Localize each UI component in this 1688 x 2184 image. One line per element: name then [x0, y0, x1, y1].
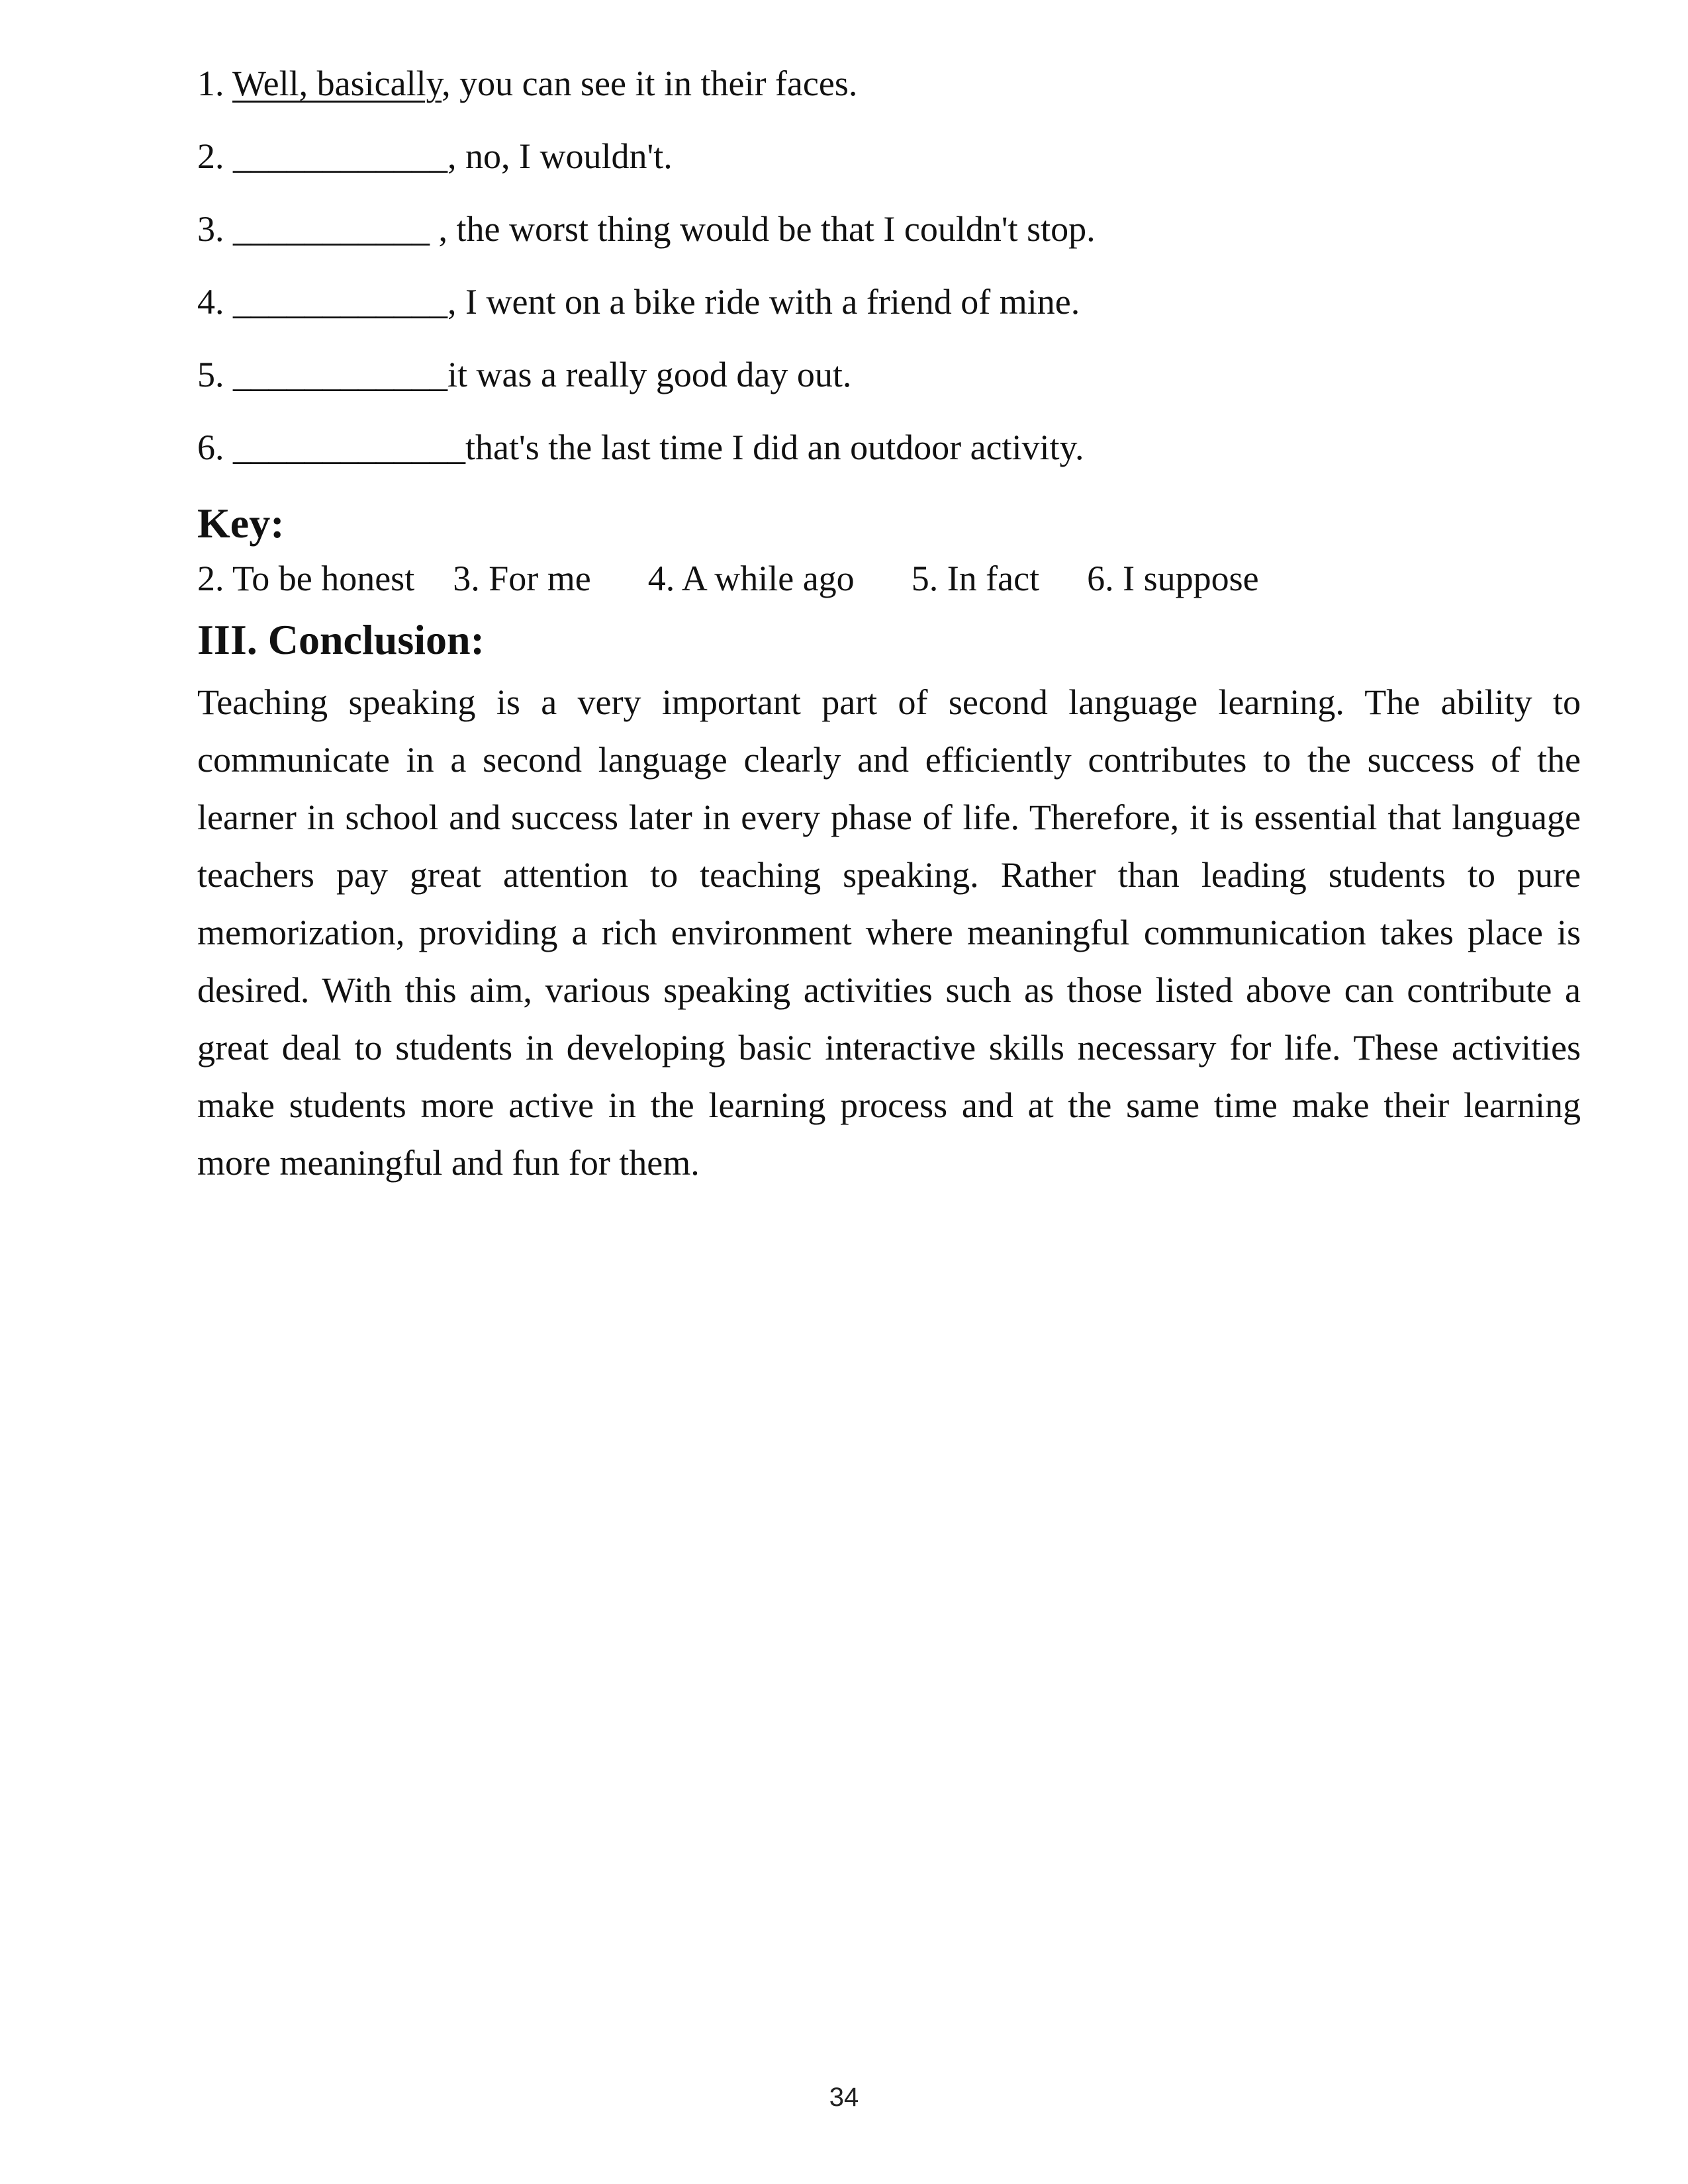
key-answer-4: 4. A while ago: [647, 559, 855, 598]
key-answers: [197, 559, 1581, 598]
item-number: 6.: [197, 428, 233, 467]
page-number: 34: [829, 2083, 859, 2112]
item-number: 3.: [197, 209, 233, 249]
exercise-item-5: [197, 355, 1581, 394]
page-content: [197, 64, 1581, 1192]
item-text: that's the last time I did an outdoor activity.: [465, 428, 1084, 467]
item-number: 4.: [197, 282, 233, 322]
item-text: , you can see it in their faces.: [442, 64, 858, 103]
item-blank: ____________: [233, 136, 447, 176]
item-blank: ____________: [233, 282, 447, 322]
item-answer-example: Well, basically: [232, 64, 442, 103]
item-text: it was a really good day out.: [447, 355, 852, 394]
exercise-item-4: [197, 282, 1581, 322]
item-text: , I went on a bike ride with a friend of mine.: [447, 282, 1080, 322]
key-answer-2: 2. To be honest: [197, 559, 415, 598]
conclusion-heading: III. Conclusion:: [197, 616, 485, 663]
item-number: 2.: [197, 136, 233, 176]
key-answer-5: 5. In fact: [911, 559, 1040, 598]
item-blank: ___________: [233, 209, 430, 249]
exercise-item-3: [197, 209, 1581, 249]
key-heading: Key:: [197, 500, 285, 547]
exercise-list: [197, 64, 1581, 467]
item-blank: _____________: [233, 428, 465, 467]
key-answer-3: 3. For me: [453, 559, 591, 598]
item-number: 5.: [197, 355, 233, 394]
item-number: 1.: [197, 64, 233, 103]
item-text: , the worst thing would be that I couldn't stop.: [430, 209, 1096, 249]
item-text: , no, I wouldn't.: [447, 136, 673, 176]
item-blank: ____________: [233, 355, 447, 394]
key-answer-6: 6. I suppose: [1087, 559, 1259, 598]
exercise-item-6: [197, 428, 1581, 467]
exercise-item-2: [197, 136, 1581, 176]
exercise-item-1: [197, 64, 1581, 103]
conclusion-paragraph: Teaching speaking is a very important part of second language learning. The ability to communicate in a second language clearly and efficiently contributes to the success of the learner in school and success later in every phase of life. Therefore, it is essential that language teachers pay great attention to teaching speaking. Rather than leading students to pure memorization, providing a rich environment where meaningful communication takes place is desired. With this aim, various speaking activities such as those listed above can contribute a great deal to students in developing basic interactive skills necessary for life. These activities make students more active in the learning process and at the same time make their learning more meaningful and fun for them.: [197, 682, 1581, 1183]
